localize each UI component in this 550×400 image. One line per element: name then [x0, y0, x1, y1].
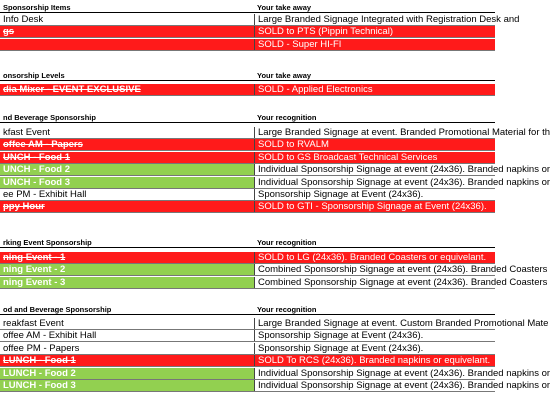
table-row[interactable] — [0, 84, 495, 96]
table-row[interactable] — [0, 39, 495, 51]
cell-item-name[interactable]: LUNCH - Food 3 — [0, 380, 254, 391]
cell-recognition[interactable]: Individual Sponsorship Signage at event (24x36). Branded napkins or — [254, 177, 495, 188]
table-row[interactable] — [0, 252, 495, 264]
cell-recognition[interactable]: SOLD - Super HI-FI — [254, 39, 495, 50]
cell-item-name[interactable]: gs — [0, 26, 254, 37]
cell-item-name[interactable]: ning Event - 3 — [0, 277, 254, 288]
table-row[interactable] — [0, 264, 548, 276]
table-row[interactable] — [0, 343, 495, 355]
cell-recognition[interactable]: SOLD to LG (24x36). Branded Coasters or equivelant. — [254, 252, 495, 263]
cell-recognition[interactable]: Large Branded Signage at event. Custom Branded Promotional Mate — [254, 318, 495, 329]
cell-item-name[interactable]: ee PM - Exhibit Hall — [0, 189, 254, 200]
cell-recognition[interactable]: Individual Sponsorship Signage at event (24x36). Branded napkins or — [254, 368, 495, 379]
table-row[interactable] — [0, 201, 495, 213]
table-row[interactable] — [0, 380, 550, 392]
cell-recognition[interactable]: SOLD to RVALM — [254, 139, 495, 150]
column-header-recognition: Your recognition — [254, 304, 495, 315]
section-header — [0, 2, 495, 13]
cell-recognition[interactable]: Sponsorship Signage at Event (24x36). — [254, 189, 495, 200]
cell-recognition[interactable]: Combined Sponsorship Signage at event (24x36). Branded Coasters — [254, 277, 495, 288]
cell-recognition[interactable]: SOLD To RCS (24x36). Branded napkins or equivelant. — [254, 355, 495, 366]
cell-recognition[interactable]: Combined Sponsorship Signage at event (24x36). Branded Coasters — [254, 264, 495, 275]
cell-item-name[interactable] — [0, 39, 254, 50]
cell-item-name[interactable]: offee AM - Exhibit Hall — [0, 330, 254, 341]
column-header-recognition: Your recognition — [254, 237, 495, 248]
cell-item-name[interactable]: ppy Hour — [0, 201, 254, 212]
cell-recognition[interactable]: SOLD to GS Broadcast Technical Services — [254, 152, 495, 163]
cell-item-name[interactable]: ning Event - 2 — [0, 264, 254, 275]
cell-item-name[interactable]: ning Event - 1 — [0, 252, 254, 263]
table-row[interactable] — [0, 367, 550, 380]
cell-item-name[interactable]: kfast Event — [0, 127, 254, 138]
section-header — [0, 70, 495, 81]
table-row[interactable] — [0, 127, 550, 139]
table-row[interactable] — [0, 318, 549, 330]
column-header-item: rking Event Sponsorship — [0, 237, 254, 248]
cell-recognition[interactable]: SOLD to PTS (Pippin Technical) — [254, 26, 495, 37]
cell-item-name[interactable]: offee AM - Papers — [0, 139, 254, 150]
cell-recognition[interactable]: Large Branded Signage Integrated with Registration Desk and — [254, 14, 495, 25]
column-header-recognition: Your recognition — [254, 112, 495, 123]
section-header — [0, 304, 495, 315]
cell-item-name[interactable]: dia Mixer - EVENT EXCLUSIVE — [0, 84, 254, 95]
table-row[interactable] — [0, 189, 495, 201]
table-row[interactable] — [0, 14, 520, 26]
table-row[interactable] — [0, 139, 495, 151]
section-header — [0, 237, 495, 248]
table-row[interactable] — [0, 26, 495, 38]
cell-item-name[interactable]: UNCH - Food 2 — [0, 164, 254, 175]
column-header-recognition: Your take away — [254, 70, 495, 81]
cell-item-name[interactable]: offee PM - Papers — [0, 343, 254, 354]
column-header-item: nd Beverage Sponsorship — [0, 112, 254, 123]
column-header-item: onsorship Levels — [0, 70, 254, 81]
cell-recognition[interactable]: SOLD - Applied Electronics — [254, 84, 495, 95]
table-row[interactable] — [0, 164, 550, 176]
cell-item-name[interactable]: Info Desk — [0, 14, 254, 25]
section-header — [0, 112, 495, 123]
cell-item-name[interactable]: LUNCH - Food 1 — [0, 355, 254, 366]
cell-item-name[interactable]: LUNCH - Food 2 — [0, 368, 254, 379]
cell-recognition[interactable]: SOLD to GTI - Sponsorship Signage at Event (24x36). — [254, 201, 495, 212]
column-header-item: od and Beverage Sponsorship — [0, 304, 254, 315]
table-row[interactable] — [0, 355, 495, 367]
cell-recognition[interactable]: Sponsorship Signage at Event (24x36). — [254, 330, 495, 341]
cell-recognition[interactable]: Individual Sponsorship Signage at event (24x36). Branded napkins or — [254, 380, 495, 391]
cell-recognition[interactable]: Individual Sponsorship Signage at event (24x36). Branded napkins or — [254, 164, 495, 175]
table-row[interactable] — [0, 176, 550, 189]
column-header-item: Sponsorship Items — [0, 2, 254, 13]
cell-item-name[interactable]: UNCH - Food 1 — [0, 152, 254, 163]
cell-item-name[interactable]: reakfast Event — [0, 318, 254, 329]
cell-recognition[interactable]: Sponsorship Signage at Event (24x36). — [254, 343, 495, 354]
cell-item-name[interactable]: UNCH - Food 3 — [0, 177, 254, 188]
column-header-recognition: Your take away — [254, 2, 495, 13]
cell-recognition[interactable]: Large Branded Signage at event. Branded Promotional Material for th — [254, 127, 495, 138]
table-row[interactable] — [0, 276, 548, 289]
table-row[interactable] — [0, 330, 495, 342]
table-row[interactable] — [0, 152, 495, 164]
